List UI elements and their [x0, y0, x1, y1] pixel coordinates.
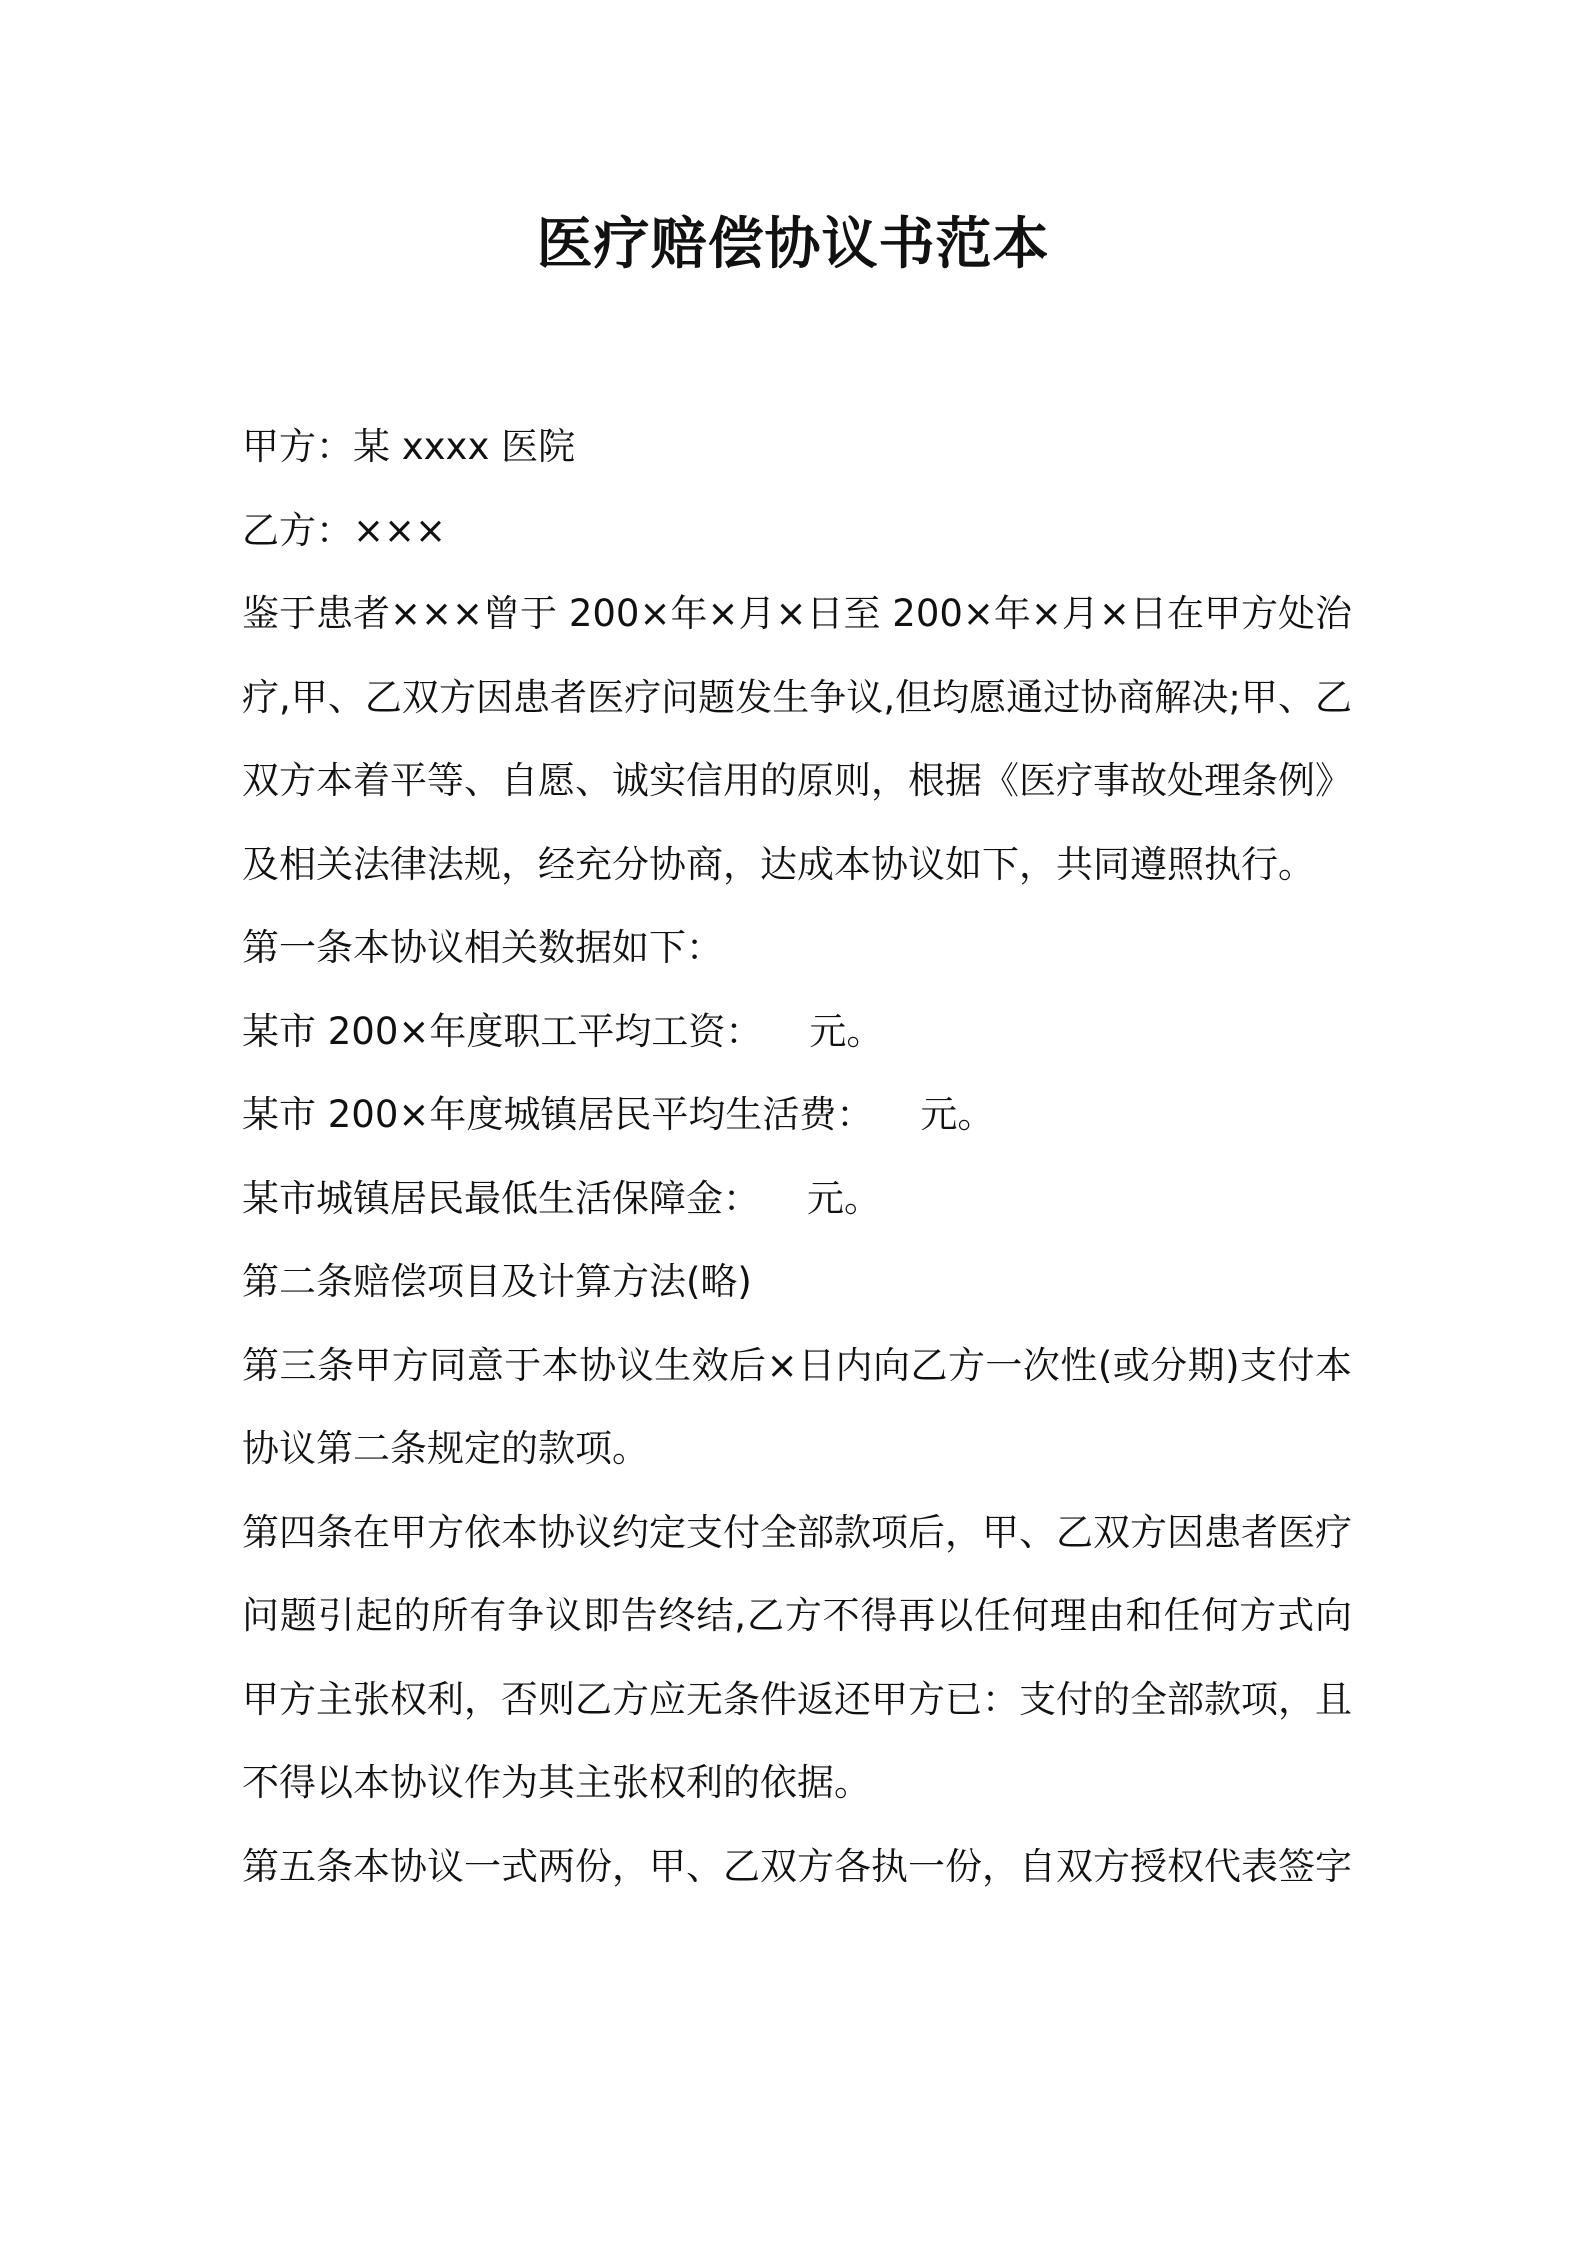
party-b-line: 乙方：×××: [242, 508, 447, 552]
party-a-line: 甲方：某 xxxx 医院: [242, 425, 576, 468]
article1-min-security: 某市城镇居民最低生活保障金： 元。: [242, 1176, 882, 1220]
article2-paragraph: 第二条赔偿项目及计算方法(略): [242, 1260, 752, 1303]
article4-paragraph: 第四条在甲方依本协议约定支付全部款项后，甲、乙双方因患者医疗问题引起的所有争议即告终结,乙方不得再以任何理由和任何方式向甲方主张权利，否则乙方应无条件返还甲方已：支付的全部款项，且不得以本协议作为其主张权利的依据。: [242, 1510, 1352, 1804]
preamble-paragraph: 鉴于患者×××曾于 200×年×月×日至 200×年×月×日在甲方处治疗,甲、乙双方因患者医疗问题发生争议,但均愿通过协商解决;甲、乙双方本着平等、自愿、诚实信用的原则，根据《医疗事故处理条例》及相关法律法规，经充分协商，达成本协议如下，共同遵照执行。: [242, 592, 1352, 886]
document-body: [242, 405, 1352, 1908]
document-title: 医疗赔偿协议书范本: [536, 212, 1050, 277]
article1-living-cost: 某市 200×年度城镇居民平均生活费： 元。: [242, 1093, 995, 1136]
article1-wage: 某市 200×年度职工平均工资： 元。: [242, 1009, 884, 1053]
article5-paragraph: 第五条本协议一式两份，甲、乙双方各执一份，自双方授权代表签字: [242, 1844, 1352, 1888]
article3-paragraph: 第三条甲方同意于本协议生效后×日内向乙方一次性(或分期)支付本协议第二条规定的款项。: [242, 1343, 1352, 1470]
article1-heading: 第一条本协议相关数据如下：: [242, 926, 723, 969]
